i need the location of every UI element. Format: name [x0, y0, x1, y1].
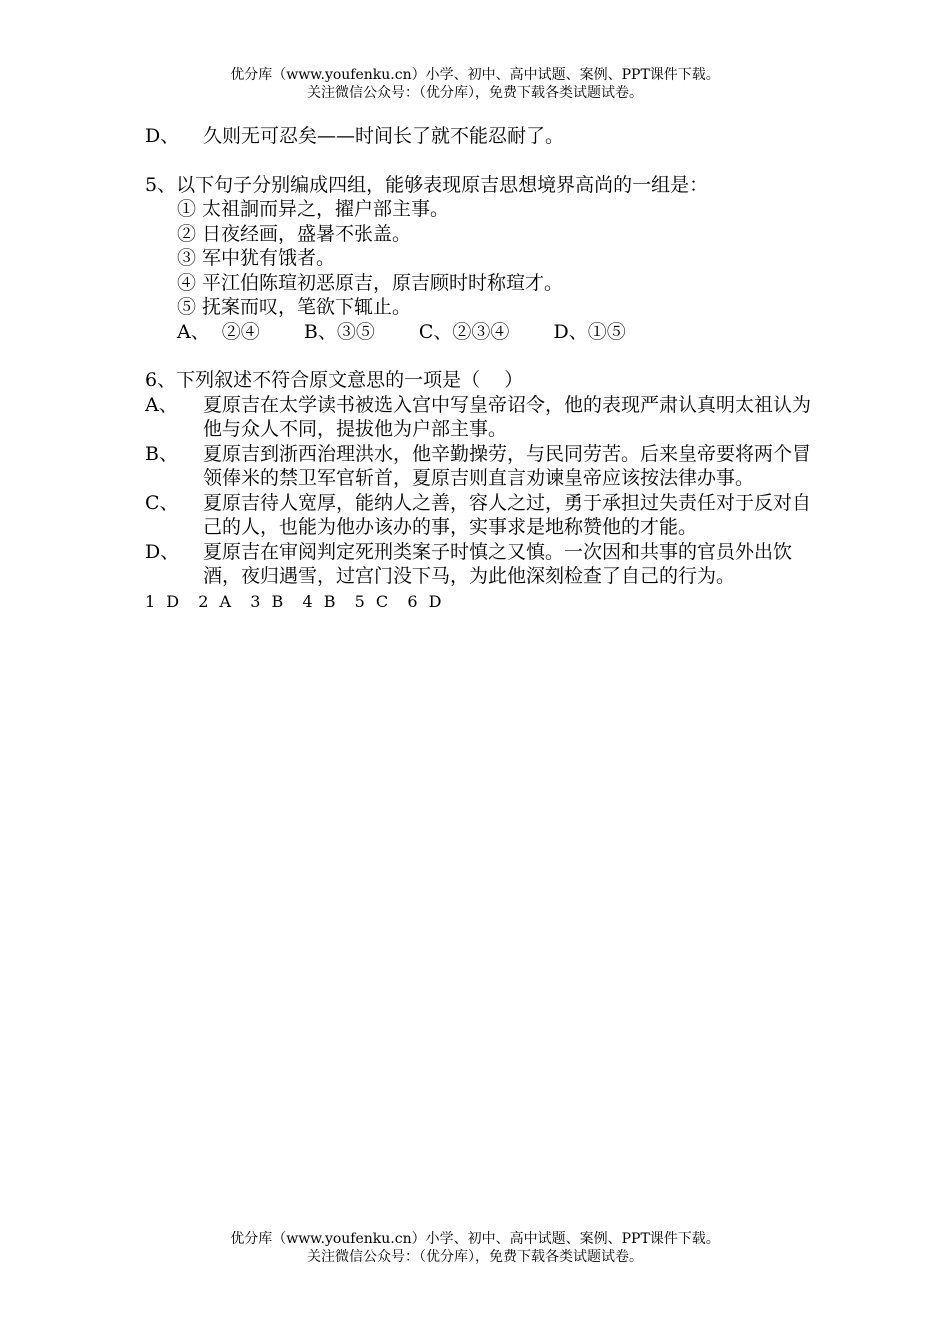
q5-item-3: ③ 军中犹有饿者。 [177, 247, 336, 269]
footer-line-1: 优分库（www.youfenku.cn）小学、初中、高中试题、案例、PPT课件下载。 [230, 1231, 720, 1247]
q5-item-2: ② 日夜经画，盛暑不张盖。 [177, 222, 412, 245]
q5-choice-c: C、②③④ [418, 320, 510, 343]
q6-option-a [145, 393, 815, 442]
footer-line-2: 关注微信公众号：（优分库），免费下载各类试题试卷。 [307, 1249, 643, 1265]
q5-item-5: ⑤ 抚案而叹，笔欲下辄止。 [177, 296, 412, 318]
answer-key: 1 D 2 A 3 B 4 B 5 C 6 D [145, 591, 445, 611]
page-footer [0, 1230, 950, 1266]
document-body [145, 124, 815, 613]
q5-item-1: ① 太祖詗而异之，擢户部主事。 [177, 198, 450, 220]
q5-item-4: ④ 平江伯陈瑄初恶原吉，原吉顾时时称瑄才。 [177, 271, 564, 294]
q6-option-b [145, 442, 815, 491]
q5-choices [145, 320, 815, 345]
q6-option-c [145, 491, 815, 540]
header-line-2: 关注微信公众号：（优分库），免费下载各类试题试卷。 [307, 85, 643, 101]
option-label: A、 [145, 393, 178, 416]
option-text: 夏原吉在太学读书被选入宫中写皇帝诏令，他的表现严肃认真明太祖认为他与众人不同，提拔他为户部主事。 [203, 393, 812, 440]
option-label: C、 [145, 491, 179, 514]
option-label: D、 [145, 540, 180, 563]
q6-stem: 6、下列叙述不符合原文意思的一项是（ ） [145, 369, 524, 391]
page-header [0, 66, 950, 102]
option-text: 夏原吉在审阅判定死刑类案子时慎之又慎。一次因和共事的官员外出饮酒，夜归遇雪，过宫门没下马，为此他深刻检查了自己的行为。 [203, 540, 793, 587]
header-line-1: 优分库（www.youfenku.cn）小学、初中、高中试题、案例、PPT课件下载。 [230, 67, 720, 83]
option-text: 夏原吉到浙西治理洪水，他辛勤操劳，与民同劳苦。后来皇帝要将两个冒领俸米的禁卫军官斩首，夏原吉则直言劝谏皇帝应该按法律办事。 [203, 442, 812, 489]
q5-choice-b: B、③⑤ [303, 320, 375, 343]
q5-stem: 5、以下句子分别编成四组，能够表现原吉思想境界高尚的一组是： [145, 173, 709, 196]
option-text: 夏原吉待人宽厚，能纳人之善，容人之过，勇于承担过失责任对于反对自己的人，也能为他办该办的事，实事求是地称赞他的才能。 [203, 491, 812, 538]
option-text: 久则无可忍矣——时间长了就不能忍耐了。 [203, 125, 565, 147]
q4-option-d [145, 124, 815, 149]
spacer [145, 149, 815, 173]
spacer [145, 344, 815, 368]
q5-choice-d: D、①⑤ [553, 320, 626, 343]
q5-choice-a: A、 ②④ [177, 320, 260, 343]
q6-option-d [145, 540, 815, 589]
option-label: B、 [145, 442, 178, 465]
option-label: D、 [145, 125, 180, 147]
